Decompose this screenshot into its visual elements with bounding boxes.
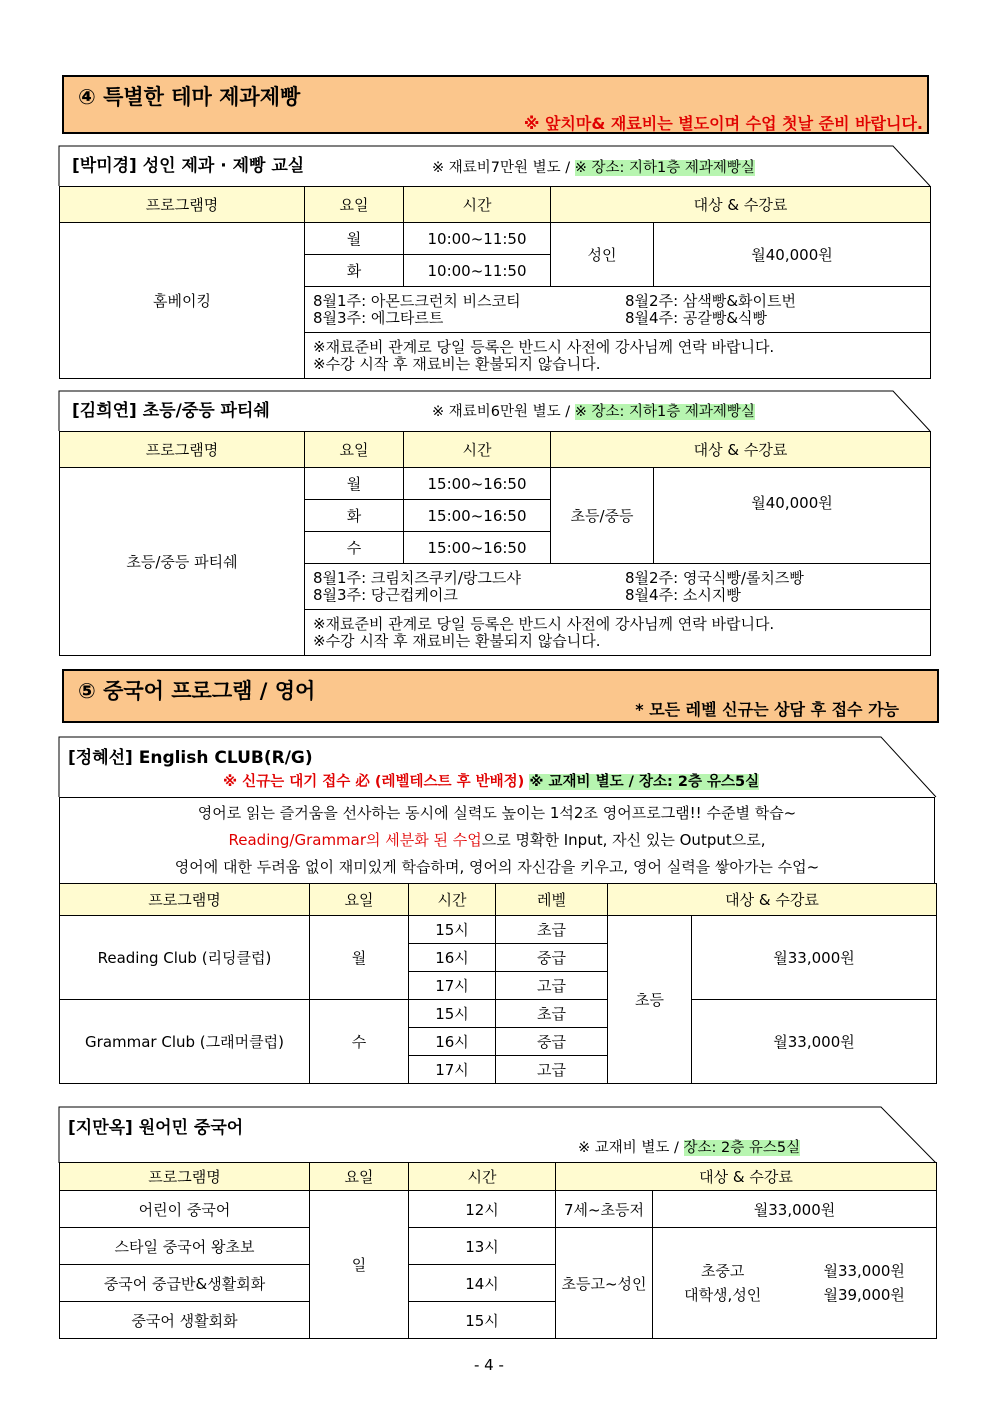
- day-cell: 수: [305, 532, 404, 564]
- menu-week1: 8월1주: 크림치즈쿠키/랑그드샤: [313, 568, 521, 587]
- day-cell: 화: [305, 255, 404, 287]
- program-name: 홈베이킹: [60, 223, 305, 379]
- notice-cell: [305, 610, 931, 656]
- section-5-note: * 모든 레벨 신규는 상담 후 접수 가능: [635, 700, 899, 719]
- level-cell: 고급: [496, 1056, 608, 1084]
- park-fee-note: ※ 재료비7만원 별도 / ※ 장소: 지하1층 제과제빵실: [432, 160, 755, 176]
- sub-fee-1: 월33,000원: [823, 1262, 905, 1280]
- day-cell: 일: [310, 1191, 409, 1339]
- jung-desc-line3: 영어에 대한 두려움 없이 재미있게 학습하며, 영어의 자신감을 키우고, 영어 실력을 쌓아가는 수업~: [174, 858, 820, 876]
- program-name: 중국어 중급반&생활회화: [60, 1265, 310, 1302]
- program-name: 중국어 생활회화: [60, 1302, 310, 1339]
- jung-description: [59, 797, 935, 883]
- header-level: 레벨: [496, 884, 608, 916]
- notice-2: ※수강 시작 후 재료비는 환불되지 않습니다.: [313, 354, 601, 373]
- header-program: 프로그램명: [60, 1163, 310, 1191]
- header-day: 요일: [305, 187, 404, 223]
- target-cell: 초등고~성인: [556, 1228, 653, 1339]
- program-name: 어린이 중국어: [60, 1191, 310, 1228]
- time-cell: 17시: [409, 1056, 496, 1084]
- jung-red-note: ※ 신규는 대기 접수 必 (레벨테스트 후 반배정): [223, 774, 525, 790]
- level-cell: 중급: [496, 1028, 608, 1056]
- time-cell: 16시: [409, 1028, 496, 1056]
- sub-target-1: 초중고: [700, 1262, 745, 1280]
- menu-week1: 8월1주: 아몬드크런치 비스코티: [313, 291, 521, 310]
- jung-schedule-table: [59, 883, 937, 1084]
- section-4-title: ④ 특별한 테마 제과제빵: [78, 85, 301, 109]
- kim-schedule-table: [59, 431, 931, 656]
- header-target-fee: 대상 & 수강료: [551, 432, 931, 468]
- level-cell: 초급: [496, 1000, 608, 1028]
- header-time: 시간: [404, 432, 551, 468]
- sub-fee-2: 월39,000원: [823, 1286, 905, 1304]
- ji-place-note: 장소: 2층 유스5실: [683, 1140, 801, 1156]
- time-cell: 10:00~11:50: [404, 223, 551, 255]
- park-schedule-table: [59, 186, 931, 379]
- reading-club-name: Reading Club (리딩클럽): [60, 916, 310, 1000]
- fee-cell: 월33,000원: [653, 1191, 937, 1228]
- menu-week3: 8월3주: 당근컵케이크: [313, 585, 458, 604]
- section-4-note: ※ 앞치마& 재료비는 별도이며 수업 첫날 준비 바랍니다.: [523, 114, 923, 133]
- time-cell: 15시: [409, 916, 496, 944]
- park-tab-title: [박미경] 성인 제과 · 제빵 교실: [72, 156, 305, 176]
- header-program: 프로그램명: [60, 187, 305, 223]
- day-cell: 월: [305, 468, 404, 500]
- sub-target-2: 대학생,성인: [684, 1286, 762, 1304]
- notice-2: ※수강 시작 후 재료비는 환불되지 않습니다.: [313, 631, 601, 650]
- level-cell: 초급: [496, 916, 608, 944]
- menu-cell: [305, 564, 931, 610]
- header-program: 프로그램명: [60, 884, 310, 916]
- menu-week2: 8월2주: 삼색빵&화이트번: [625, 291, 797, 310]
- target-cell: 초등: [608, 916, 692, 1084]
- time-cell: 12시: [409, 1191, 556, 1228]
- time-cell: 15시: [409, 1000, 496, 1028]
- notice-1: ※재료준비 관계로 당일 등록은 반드시 사전에 강사님께 연락 바랍니다.: [313, 614, 775, 633]
- program-name: 초등/중등 파티쉐: [60, 468, 305, 656]
- menu-cell: [305, 287, 931, 333]
- time-cell: 15:00~16:50: [404, 532, 551, 564]
- reading-club-day: 월: [310, 916, 409, 1000]
- menu-week2: 8월2주: 영국식빵/롤치즈빵: [625, 568, 804, 587]
- grammar-club-fee: 월33,000원: [692, 1000, 937, 1084]
- notice-cell: [305, 333, 931, 379]
- grammar-club-day: 수: [310, 1000, 409, 1084]
- fee-cell: 월40,000원: [654, 223, 931, 287]
- jung-desc-line2: Reading/Grammar의 세분화 된 수업으로 명확한 Input, 자신 있는 Output으로,: [228, 831, 766, 849]
- ji-tab-title: [지만옥] 원어민 중국어: [68, 1118, 244, 1138]
- section-5-header: [62, 669, 939, 723]
- target-cell: 초등/중등: [551, 468, 654, 564]
- time-cell: 15:00~16:50: [404, 500, 551, 532]
- level-cell: 고급: [496, 972, 608, 1000]
- header-time: 시간: [409, 884, 496, 916]
- time-cell: 15:00~16:50: [404, 468, 551, 500]
- menu-week4: 8월4주: 공갈빵&식빵: [625, 308, 768, 327]
- menu-week3: 8월3주: 에그타르트: [313, 308, 444, 327]
- jung-desc-line1: 영어로 읽는 즐거움을 선사하는 동시에 실력도 높이는 1석2조 영어프로그램!! 수준별 학습~: [197, 804, 797, 822]
- level-cell: 중급: [496, 944, 608, 972]
- jung-green-note: ※ 교재비 별도 / 장소: 2층 유스5실: [529, 774, 760, 790]
- time-cell: 17시: [409, 972, 496, 1000]
- section-4-header: [62, 75, 929, 134]
- kim-fee-note: ※ 재료비6만원 별도 / ※ 장소: 지하1층 제과제빵실: [432, 404, 755, 420]
- jung-notes: [223, 770, 759, 791]
- time-cell: 15시: [409, 1302, 556, 1339]
- fee-cell: 월40,000원: [654, 468, 931, 564]
- fee-cell: [653, 1228, 937, 1339]
- time-cell: 16시: [409, 944, 496, 972]
- header-target-fee: 대상 & 수강료: [608, 884, 937, 916]
- header-target-fee: 대상 & 수강료: [556, 1163, 937, 1191]
- header-program: 프로그램명: [60, 432, 305, 468]
- time-cell: 13시: [409, 1228, 556, 1265]
- menu-week4: 8월4주: 소시지빵: [625, 585, 741, 604]
- jung-tab-title: [정혜선] English CLUB(R/G): [68, 748, 313, 768]
- target-cell: 성인: [551, 223, 654, 287]
- kim-tab-title: [김희연] 초등/중등 파티쉐: [72, 401, 270, 421]
- header-day: 요일: [310, 884, 409, 916]
- header-target-fee: 대상 & 수강료: [551, 187, 931, 223]
- page-number: - 4 -: [474, 1356, 504, 1374]
- reading-club-fee: 월33,000원: [692, 916, 937, 1000]
- ji-schedule-table: [59, 1162, 937, 1339]
- time-cell: 10:00~11:50: [404, 255, 551, 287]
- program-name: 스타일 중국어 왕초보: [60, 1228, 310, 1265]
- header-time: 시간: [409, 1163, 556, 1191]
- header-time: 시간: [404, 187, 551, 223]
- day-cell: 월: [305, 223, 404, 255]
- header-day: 요일: [305, 432, 404, 468]
- grammar-club-name: Grammar Club (그래머클럽): [60, 1000, 310, 1084]
- kim-place-note: ※ 장소: 지하1층 제과제빵실: [574, 404, 755, 420]
- section-5-title: ⑤ 중국어 프로그램 / 영어: [78, 679, 316, 703]
- ji-note: ※ 교재비 별도 / 장소: 2층 유스5실: [578, 1140, 801, 1156]
- time-cell: 14시: [409, 1265, 556, 1302]
- header-day: 요일: [310, 1163, 409, 1191]
- day-cell: 화: [305, 500, 404, 532]
- notice-1: ※재료준비 관계로 당일 등록은 반드시 사전에 강사님께 연락 바랍니다.: [313, 337, 775, 356]
- park-place-note: ※ 장소: 지하1층 제과제빵실: [574, 160, 755, 176]
- target-cell: 7세~초등저: [556, 1191, 653, 1228]
